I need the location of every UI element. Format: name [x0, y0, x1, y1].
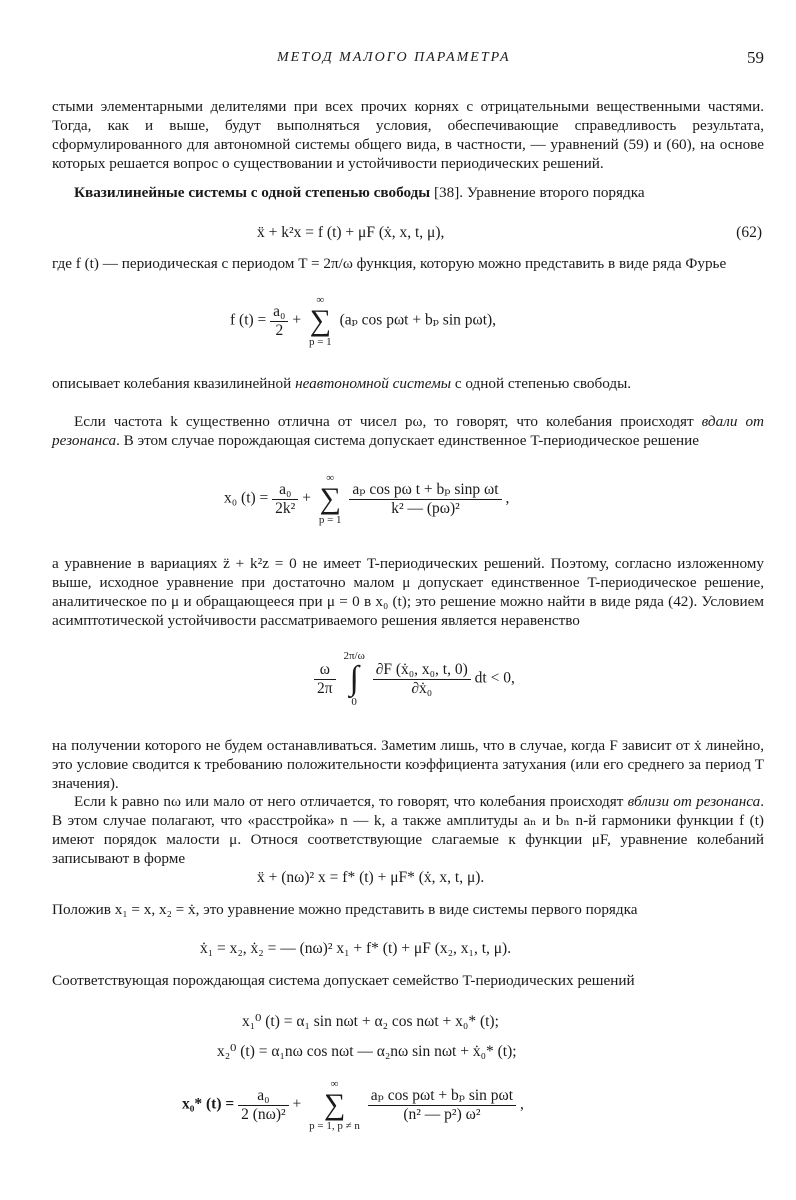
plus-sign: +: [292, 311, 302, 329]
punctuation: ,: [519, 1095, 524, 1113]
xs-fraction-series: [368, 1087, 516, 1124]
running-title: МЕТОД МАЛОГО ПАРАМЕТРА: [277, 50, 511, 65]
paragraph-text: . В этом случае порождающая система допускает единственное T-периодическое решение: [116, 432, 700, 449]
xs-lhs: x₀* (t) =: [182, 1095, 235, 1113]
stability-fraction-omega: [314, 661, 336, 698]
equation-x0-solution: [224, 472, 509, 526]
page-header: [52, 48, 764, 72]
fraction-numerator: a₀: [238, 1087, 289, 1106]
paragraph-variations: а уравнение в вариациях z̈ + k²z = 0 не имеет T-периодических решений. Поэтому, согласно изложенному выше, исходное уравнение при достаточно малом μ допускает единственное T-периодическое решение, аналитическое по μ и обращающееся при μ = 0 в x₀ (t); это решение можно найти в виде ряда (42). Условием асимптотической устойчивости рассматриваемого решения является неравенство: [52, 555, 764, 629]
x0-fraction-series: [349, 481, 501, 518]
summation-sign: ∞ ∑ p = 1, p ≠ n: [309, 1078, 360, 1132]
paragraph-far-from-resonance: [52, 412, 764, 450]
paragraph-text: Если частота k существенно отлична от чисел pω, то говорят, что колебания происходят: [74, 413, 702, 430]
paragraph-continuation: стыми элементарными делителями при всех прочих корнях с отрицательными вещественными частями. Тогда, как и выше, будут выполняться условия, обеспечивающие справедливость результата, сформулированного для автономной системы общего вида, в частности, — уравнений (59) и (60), на основе которых решается вопрос о существовании и устойчивости периодических решений.: [52, 98, 764, 172]
fraction-denominator: k² — (pω)²: [391, 499, 460, 517]
fraction-numerator: a₀: [272, 481, 298, 500]
fraction-denominator: 2k²: [275, 499, 296, 517]
punctuation: ,: [505, 489, 510, 507]
sum-lower-limit: p = 1: [318, 514, 342, 526]
fraction-denominator: 2π: [317, 679, 333, 697]
fraction-denominator: ∂ẋ₀: [411, 679, 433, 697]
fourier-term: (aₚ cos pωt + bₚ sin pωt),: [339, 311, 497, 329]
paragraph-describes-oscillations: [52, 374, 764, 393]
sum-upper-limit: ∞: [326, 472, 335, 484]
integral-sign: 2π/ω ∫ 0: [343, 650, 365, 708]
sum-lower-limit: p = 1, p ≠ n: [309, 1120, 360, 1132]
equation-number-62: (62): [736, 224, 762, 241]
x0-fraction-a0: [272, 481, 298, 518]
italic-term: вдали от резонанса: [52, 413, 765, 449]
paragraph-near-resonance: [52, 792, 764, 868]
fraction-numerator: aₚ cos pω t + bₚ sinp ωt: [349, 481, 501, 500]
sum-upper-limit: ∞: [316, 294, 325, 306]
equation-fourier-series: [230, 294, 496, 348]
fraction-denominator: 2: [275, 321, 284, 339]
xs-fraction-a0: [238, 1087, 289, 1124]
equation-solution-x2: x₂⁰ (t) = α₁nω cos nωt — α₂nω sin nωt + ẋ₀* (t);: [217, 1043, 517, 1060]
fourier-fraction: [270, 303, 288, 340]
italic-term: неавтономной системы: [295, 375, 452, 392]
paragraph-text: [38]. Уравнение второго порядка: [430, 184, 645, 201]
x0-lhs: x₀ (t) =: [224, 489, 269, 507]
summation-sign: ∞ ∑ p = 1: [308, 294, 332, 348]
fraction-numerator: a₀: [270, 303, 288, 322]
equation-62: ẍ + k²x = f (t) + μF (ẋ, x, t, μ),: [257, 224, 445, 241]
fraction-denominator: (n² — p²) ω²: [403, 1105, 481, 1123]
equation-resonance-form: ẍ + (nω)² x = f* (t) + μF* (ẋ, x, t, μ).: [257, 869, 485, 886]
paragraph-family-of-solutions: Соответствующая порождающая система допускает семейство T-периодических решений: [52, 972, 635, 989]
equation-first-order-system: ẋ₁ = x₂, ẋ₂ = — (nω)² x₁ + f* (t) + μF (x₂, x₁, t, μ).: [200, 940, 512, 957]
paragraph-text: с одной степенью свободы.: [451, 375, 632, 392]
sum-lower-limit: p = 1: [308, 336, 332, 348]
paragraph-fourier-intro: где f (t) — периодическая с периодом T = 2π/ω функция, которую можно представить в виде ряда Фурье: [52, 255, 727, 272]
integral-upper-limit: 2π/ω: [343, 650, 365, 662]
equation-particular-solution: [182, 1078, 524, 1132]
stability-end: dt < 0,: [474, 669, 515, 687]
fraction-numerator: ω: [314, 661, 336, 680]
paragraph-first-order-system: Положив x₁ = x, x₂ = ẋ, это уравнение можно представить в виде системы первого порядка: [52, 901, 638, 918]
italic-term: вблизи от резонанса: [627, 793, 761, 810]
paragraph-text: Если k равно nω или мало от него отличается, то говорят, что колебания происходят: [74, 793, 628, 810]
integral-lower-limit: 0: [351, 696, 357, 708]
fraction-numerator: ∂F (ẋ₀, x₀, t, 0): [373, 661, 471, 680]
fraction-denominator: 2 (nω)²: [241, 1105, 286, 1123]
page-number: 59: [747, 48, 764, 67]
fourier-lhs: f (t) =: [230, 311, 267, 329]
section-heading-quasilinear: Квазилинейные системы с одной степенью свободы: [74, 184, 431, 201]
paragraph-quasilinear-intro: [52, 183, 764, 202]
equation-solution-x1: x₁⁰ (t) = α₁ sin nωt + α₂ cos nωt + x₀* (t);: [242, 1013, 499, 1030]
stability-fraction-derivative: [373, 661, 471, 698]
paragraph-text: . В этом случае полагают, что «расстройка» n — k, а также амплитуды aₙ и bₙ n-й гармоники функции f (t) имеют порядок малости μ. Относя соответствующие слагаемые к функции μF, уравнение колебаний записывают в форме: [52, 793, 764, 867]
sum-upper-limit: ∞: [330, 1078, 339, 1090]
plus-sign: +: [302, 489, 311, 507]
fraction-numerator: aₚ cos pωt + bₚ sin pωt: [368, 1087, 516, 1106]
paragraph-damping-note: на получении которого не будем останавливаться. Заметим лишь, что в случае, когда F зависит от ẋ линейно, это условие сводится к требованию положительности коэффициента затухания (или его среднего за период T значения).: [52, 737, 764, 792]
summation-sign: ∞ ∑ p = 1: [318, 472, 342, 526]
equation-stability-condition: [314, 650, 515, 708]
paragraph-text: описывает колебания квазилинейной: [52, 375, 296, 392]
plus-sign: +: [292, 1095, 302, 1113]
